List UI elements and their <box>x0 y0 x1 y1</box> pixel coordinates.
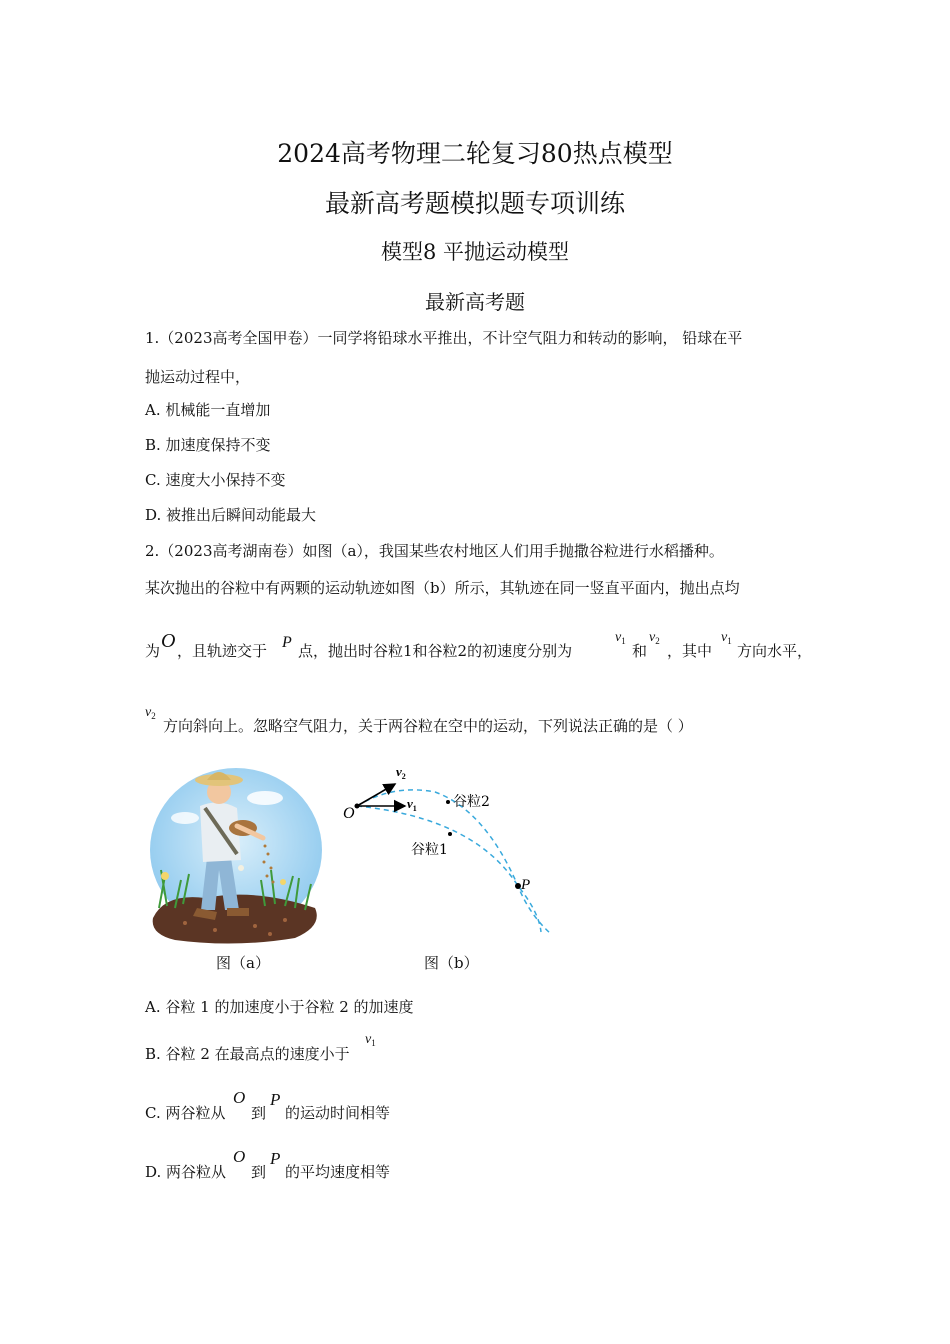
q2-stem-line3: 为 O ，且轨迹交于 P 点，抛出时谷粒1和谷粒2的初速度分别为 $v_1$ 和 $v_2$ ，其中 $v_1$ 方向水平， <box>145 630 813 660</box>
q1-option-a: A. 机械能一直增加 <box>145 401 271 419</box>
q1-option-d: D. 被推出后瞬间动能最大 <box>145 506 317 524</box>
q2-stem-line2: 某次抛出的谷粒中有两颗的运动轨迹如图（b）所示，其轨迹在同一竖直平面内，抛出点均 <box>145 579 740 597</box>
q2-option-a: A. 谷粒 1 的加速度小于谷粒 2 的加速度 <box>145 998 414 1016</box>
symbol-v2: $v_2$ <box>145 705 156 721</box>
symbol-v1: $v_1$ <box>615 630 626 646</box>
symbol-v1: $v_1$ <box>365 1032 376 1048</box>
q1-option-c: C. 速度大小保持不变 <box>145 471 286 489</box>
figure-b-trajectory-diagram <box>335 758 565 940</box>
trajectory-grain-1 <box>357 806 541 932</box>
symbol-O: O <box>161 630 176 652</box>
label-P: P <box>521 877 531 893</box>
figure-a-farmer-illustration <box>145 758 327 946</box>
q1-stem-line1: 1.（2023高考全国甲卷）一同学将铅球水平推出，不计空气阻力和转动的影响， 铅球在平 <box>145 329 743 347</box>
model-title: 模型8 平抛运动模型 <box>380 240 570 264</box>
symbol-P: P <box>270 1090 281 1109</box>
label-v2: $v_2$ <box>396 764 406 781</box>
q2-stem-line1: 2.（2023高考湖南卷）如图（a），我国某些农村地区人们用手抛撒谷粒进行水稻播种。 <box>145 542 724 560</box>
label-grain-1: 谷粒1 <box>411 842 448 858</box>
symbol-v2: $v_2$ <box>649 630 660 646</box>
q1-option-b: B. 加速度保持不变 <box>145 436 271 454</box>
label-O: O <box>343 805 355 822</box>
doc-title: 2024高考物理二轮复习80热点模型 <box>277 139 673 168</box>
symbol-P: P <box>270 1149 281 1168</box>
q2-option-b: B. 谷粒 2 在最高点的速度小于 $v_1$ <box>145 1032 376 1063</box>
doc-subtitle: 最新高考题模拟题专项训练 <box>324 189 625 218</box>
velocity-arrow-v2 <box>357 784 395 806</box>
label-v1: $v_1$ <box>407 796 417 813</box>
section-title: 最新高考题 <box>425 290 525 314</box>
trajectory-grain-2 <box>357 790 551 934</box>
q2-stem-line4: $v_2$ 方向斜向上。忽略空气阻力，关于两谷粒在空中的运动，下列说法正确的是（ ） <box>145 705 693 735</box>
symbol-O: O <box>233 1147 246 1166</box>
q1-stem-line2: 抛运动过程中， <box>145 368 251 386</box>
figure-a-caption: 图（a） <box>216 954 270 972</box>
symbol-v1: $v_1$ <box>721 630 732 646</box>
q2-option-d: D. 两谷粒从 O 到 P 的平均速度相等 <box>145 1147 391 1181</box>
q2-option-c: C. 两谷粒从 O 到 P 的运动时间相等 <box>145 1088 391 1122</box>
symbol-P: P <box>282 634 292 651</box>
figure-b-caption: 图（b） <box>424 954 479 972</box>
label-grain-2: 谷粒2 <box>453 794 490 810</box>
symbol-O: O <box>233 1088 246 1107</box>
